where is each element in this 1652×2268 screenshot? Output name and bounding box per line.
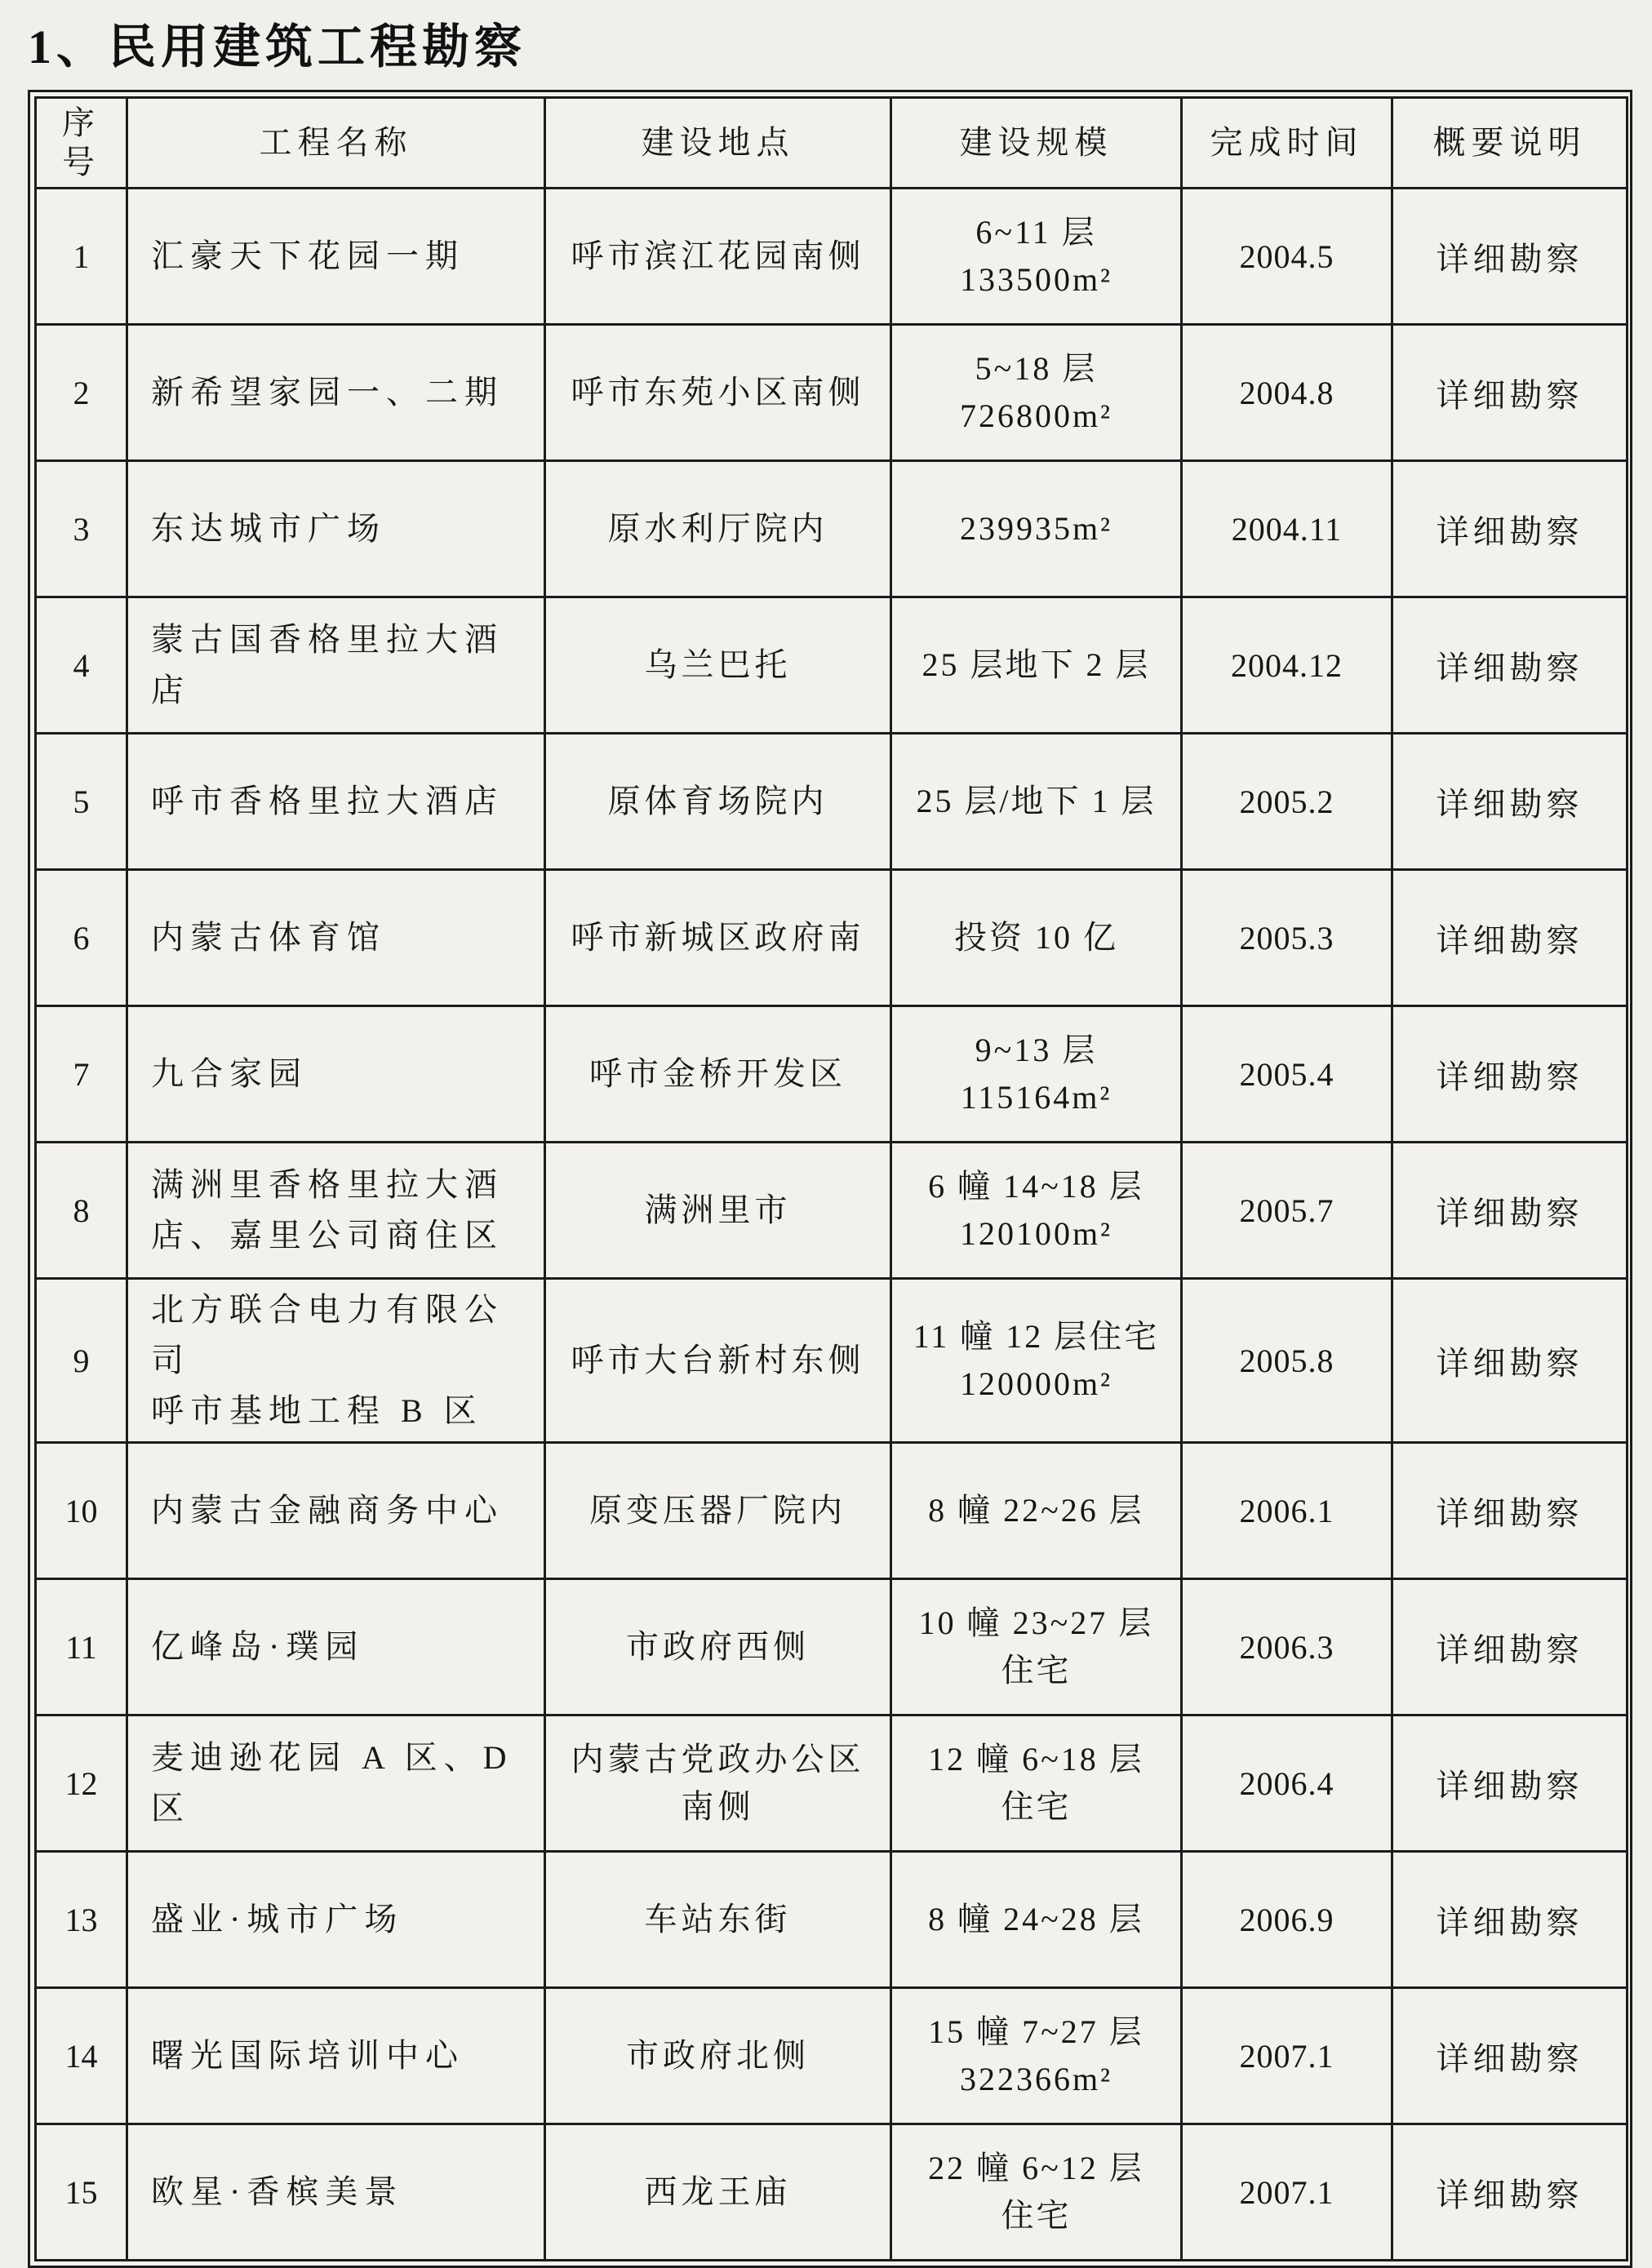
table-row xyxy=(36,597,1628,734)
cell-no-text: 15 xyxy=(64,2173,98,2211)
table-row xyxy=(36,870,1628,1006)
cell-summary-text: 详细勘察 xyxy=(1436,649,1583,686)
cell-summary-text: 详细勘察 xyxy=(1436,1494,1583,1532)
col-header-no xyxy=(36,98,127,189)
cell-location-text: 呼市新城区政府南 xyxy=(571,919,865,956)
cell-summary xyxy=(1392,1143,1628,1279)
cell-name-text: 曙光国际培训中心 xyxy=(151,2037,464,2074)
cell-scale xyxy=(891,1852,1182,1988)
cell-summary-text: 详细勘察 xyxy=(1436,2039,1583,2077)
cell-name-text: 满洲里香格里拉大酒 xyxy=(151,1166,504,1203)
col-header-no-text: 序 xyxy=(62,104,100,141)
cell-location xyxy=(545,1579,891,1715)
cell-summary xyxy=(1392,870,1628,1006)
projects-table xyxy=(34,96,1628,2261)
cell-scale-text: 115164m² xyxy=(960,1079,1112,1116)
table-row xyxy=(36,1715,1628,1852)
col-header-time xyxy=(1182,98,1392,189)
cell-scale xyxy=(891,1443,1182,1579)
cell-location xyxy=(545,1279,891,1443)
cell-location-text: 市政府西侧 xyxy=(626,1628,810,1665)
cell-summary xyxy=(1392,461,1628,597)
cell-name-text: 蒙古国香格里拉大酒店 xyxy=(151,621,504,708)
cell-scale-text: 120000m² xyxy=(959,1365,1113,1402)
cell-scale xyxy=(891,189,1182,325)
table-header-row xyxy=(36,98,1628,189)
cell-time xyxy=(1182,1006,1392,1143)
cell-scale xyxy=(891,461,1182,597)
cell-location xyxy=(545,734,891,870)
cell-summary xyxy=(1392,1279,1628,1443)
cell-name-text: 店、嘉里公司商住区 xyxy=(151,1217,504,1254)
cell-summary xyxy=(1392,325,1628,461)
cell-location xyxy=(545,1443,891,1579)
cell-scale xyxy=(891,597,1182,734)
cell-scale-text: 8 幢 24~28 层 xyxy=(928,1901,1144,1937)
cell-summary xyxy=(1392,1852,1628,1988)
cell-location xyxy=(545,1006,891,1143)
col-header-location xyxy=(545,98,891,189)
cell-name xyxy=(127,1443,545,1579)
cell-summary xyxy=(1392,189,1628,325)
cell-scale xyxy=(891,1579,1182,1715)
cell-no xyxy=(36,1143,127,1279)
cell-scale-text: 133500m² xyxy=(959,261,1113,298)
col-header-name-text: 工程名称 xyxy=(259,124,413,161)
table-row xyxy=(36,189,1628,325)
cell-time-text: 2005.8 xyxy=(1239,1342,1334,1379)
cell-time-text: 2007.1 xyxy=(1239,2037,1334,2075)
cell-time xyxy=(1182,1852,1392,1988)
cell-no xyxy=(36,189,127,325)
cell-no-text: 11 xyxy=(65,1628,97,1666)
cell-name-text: 内蒙古体育馆 xyxy=(151,919,386,956)
cell-summary-text: 详细勘察 xyxy=(1436,921,1583,959)
table-row xyxy=(36,1443,1628,1579)
cell-name xyxy=(127,1579,545,1715)
cell-summary xyxy=(1392,1988,1628,2124)
cell-no xyxy=(36,1443,127,1579)
cell-location-text: 呼市东苑小区南侧 xyxy=(571,374,865,411)
cell-no-text: 1 xyxy=(73,237,90,275)
col-header-scale xyxy=(891,98,1182,189)
cell-time xyxy=(1182,870,1392,1006)
cell-no-text: 9 xyxy=(73,1342,90,1379)
cell-time xyxy=(1182,1715,1392,1852)
cell-scale-text: 12 幢 6~18 层 xyxy=(928,1741,1144,1778)
cell-time xyxy=(1182,189,1392,325)
cell-no-text: 6 xyxy=(73,919,90,956)
cell-scale-text: 120100m² xyxy=(959,1215,1113,1252)
cell-name-text: 新希望家园一、二期 xyxy=(151,374,504,411)
cell-no-text: 7 xyxy=(73,1055,90,1093)
col-header-summary-text: 概要说明 xyxy=(1432,124,1587,161)
cell-name-text: 亿峰岛·璞园 xyxy=(151,1628,365,1665)
cell-summary-text: 详细勘察 xyxy=(1436,376,1583,414)
cell-scale-text: 11 幢 12 层住宅 xyxy=(913,1318,1160,1355)
cell-summary-text: 详细勘察 xyxy=(1436,1194,1583,1232)
cell-name xyxy=(127,1006,545,1143)
cell-summary-text: 详细勘察 xyxy=(1436,785,1583,823)
cell-no-text: 13 xyxy=(64,1901,98,1938)
cell-scale xyxy=(891,1988,1182,2124)
cell-location-text: 呼市大台新村东侧 xyxy=(571,1342,865,1378)
col-header-no-text: 号 xyxy=(62,144,100,180)
cell-name xyxy=(127,1715,545,1852)
cell-name-text: 麦迪逊花园 A 区、D 区 xyxy=(151,1739,513,1826)
table-row xyxy=(36,734,1628,870)
cell-time-text: 2005.4 xyxy=(1239,1055,1334,1093)
cell-location xyxy=(545,597,891,734)
cell-no xyxy=(36,1715,127,1852)
cell-time-text: 2007.1 xyxy=(1239,2173,1334,2211)
cell-name-text: 九合家园 xyxy=(151,1055,308,1092)
cell-location xyxy=(545,461,891,597)
cell-location xyxy=(545,2124,891,2261)
cell-location xyxy=(545,1143,891,1279)
cell-time-text: 2006.4 xyxy=(1239,1764,1334,1802)
cell-scale-text: 6 幢 14~18 层 xyxy=(928,1168,1144,1205)
cell-no-text: 14 xyxy=(64,2037,98,2075)
cell-scale-text: 10 幢 23~27 层 xyxy=(918,1604,1154,1641)
cell-name-text: 北方联合电力有限公司 xyxy=(151,1291,504,1378)
cell-name xyxy=(127,1279,545,1443)
cell-name xyxy=(127,461,545,597)
col-header-name xyxy=(127,98,545,189)
cell-no-text: 5 xyxy=(73,783,90,820)
cell-time xyxy=(1182,1443,1392,1579)
cell-no xyxy=(36,461,127,597)
cell-no-text: 3 xyxy=(73,510,90,548)
cell-name xyxy=(127,1143,545,1279)
cell-scale-text: 投资 10 亿 xyxy=(954,919,1118,956)
cell-name-text: 内蒙古金融商务中心 xyxy=(151,1492,504,1529)
cell-time-text: 2004.11 xyxy=(1231,510,1343,548)
cell-location-text: 乌兰巴托 xyxy=(644,646,792,683)
col-header-summary xyxy=(1392,98,1628,189)
cell-name xyxy=(127,1852,545,1988)
table-row xyxy=(36,1006,1628,1143)
cell-summary xyxy=(1392,1443,1628,1579)
cell-no xyxy=(36,1006,127,1143)
cell-scale xyxy=(891,1715,1182,1852)
cell-name-text: 呼市基地工程 B 区 xyxy=(151,1392,483,1429)
cell-name xyxy=(127,870,545,1006)
table-row xyxy=(36,461,1628,597)
cell-location-text: 市政府北侧 xyxy=(626,2037,810,2074)
cell-summary-text: 详细勘察 xyxy=(1436,240,1583,277)
cell-scale xyxy=(891,1006,1182,1143)
col-header-time-text: 完成时间 xyxy=(1210,124,1364,161)
cell-time-text: 2005.3 xyxy=(1239,919,1334,956)
cell-time xyxy=(1182,597,1392,734)
cell-location-text: 呼市滨江花园南侧 xyxy=(571,237,865,274)
cell-scale xyxy=(891,734,1182,870)
cell-time-text: 2004.5 xyxy=(1239,237,1334,275)
cell-time-text: 2006.9 xyxy=(1239,1901,1334,1938)
cell-summary xyxy=(1392,1006,1628,1143)
cell-time xyxy=(1182,2124,1392,2261)
cell-no xyxy=(36,1852,127,1988)
cell-scale-text: 726800m² xyxy=(959,397,1113,434)
cell-no xyxy=(36,1279,127,1443)
cell-summary-text: 详细勘察 xyxy=(1436,2176,1583,2213)
cell-scale xyxy=(891,1143,1182,1279)
cell-location-text: 呼市金桥开发区 xyxy=(589,1055,846,1092)
cell-scale-text: 6~11 层 xyxy=(975,214,1097,251)
cell-time xyxy=(1182,1579,1392,1715)
cell-time-text: 2006.1 xyxy=(1239,1492,1334,1529)
cell-summary-text: 详细勘察 xyxy=(1436,513,1583,550)
page-title: 1、民用建筑工程勘察 xyxy=(28,20,527,73)
cell-time-text: 2004.12 xyxy=(1231,646,1343,684)
cell-scale-text: 25 层地下 2 层 xyxy=(921,646,1151,683)
cell-location xyxy=(545,1852,891,1988)
cell-scale xyxy=(891,325,1182,461)
cell-summary-text: 详细勘察 xyxy=(1436,1903,1583,1941)
cell-location xyxy=(545,325,891,461)
cell-time-text: 2004.8 xyxy=(1239,374,1334,411)
table-row xyxy=(36,325,1628,461)
cell-time-text: 2005.7 xyxy=(1239,1192,1334,1229)
cell-location-text: 满洲里市 xyxy=(644,1192,792,1228)
cell-no xyxy=(36,597,127,734)
cell-scale-text: 25 层/地下 1 层 xyxy=(916,783,1157,819)
table-row xyxy=(36,2124,1628,2261)
cell-scale xyxy=(891,870,1182,1006)
cell-summary xyxy=(1392,1715,1628,1852)
cell-summary xyxy=(1392,1579,1628,1715)
cell-summary-text: 详细勘察 xyxy=(1436,1767,1583,1804)
cell-no xyxy=(36,1988,127,2124)
cell-summary xyxy=(1392,734,1628,870)
cell-no xyxy=(36,734,127,870)
cell-location xyxy=(545,1715,891,1852)
cell-no-text: 2 xyxy=(73,374,90,411)
cell-scale-text: 15 幢 7~27 层 xyxy=(928,2013,1144,2050)
cell-scale-text: 住宅 xyxy=(1001,2197,1072,2234)
cell-time-text: 2006.3 xyxy=(1239,1628,1334,1666)
cell-time xyxy=(1182,1279,1392,1443)
cell-summary-text: 详细勘察 xyxy=(1436,1058,1583,1095)
cell-scale-text: 8 幢 22~26 层 xyxy=(928,1492,1144,1529)
cell-name xyxy=(127,734,545,870)
cell-name xyxy=(127,1988,545,2124)
cell-location-text: 原变压器厂院内 xyxy=(589,1492,846,1529)
cell-scale-text: 住宅 xyxy=(1001,1788,1072,1825)
cell-name xyxy=(127,189,545,325)
cell-summary xyxy=(1392,2124,1628,2261)
cell-time xyxy=(1182,325,1392,461)
cell-no xyxy=(36,1579,127,1715)
cell-summary-text: 详细勘察 xyxy=(1436,1631,1583,1668)
cell-no-text: 4 xyxy=(73,646,90,684)
cell-summary xyxy=(1392,597,1628,734)
cell-scale-text: 9~13 层 xyxy=(975,1032,1098,1068)
cell-time xyxy=(1182,1143,1392,1279)
cell-scale-text: 5~18 层 xyxy=(975,350,1098,387)
cell-time xyxy=(1182,734,1392,870)
cell-scale-text: 22 幢 6~12 层 xyxy=(928,2150,1144,2186)
col-header-location-text: 建设地点 xyxy=(641,124,795,161)
cell-name-text: 东达城市广场 xyxy=(151,510,386,547)
cell-time-text: 2005.2 xyxy=(1239,783,1334,820)
table-row xyxy=(36,1143,1628,1279)
cell-scale xyxy=(891,2124,1182,2261)
table-row xyxy=(36,1579,1628,1715)
cell-no-text: 8 xyxy=(73,1192,90,1229)
cell-location xyxy=(545,870,891,1006)
cell-name-text: 汇豪天下花园一期 xyxy=(151,237,464,274)
cell-name-text: 盛业·城市广场 xyxy=(151,1901,404,1937)
cell-no xyxy=(36,870,127,1006)
cell-name xyxy=(127,597,545,734)
cell-no-text: 12 xyxy=(64,1764,98,1802)
cell-scale xyxy=(891,1279,1182,1443)
cell-name xyxy=(127,2124,545,2261)
cell-time xyxy=(1182,461,1392,597)
projects-table-frame xyxy=(28,90,1632,2268)
cell-scale-text: 322366m² xyxy=(959,2061,1113,2097)
cell-location-text: 西龙王庙 xyxy=(644,2173,792,2210)
cell-name-text: 欧星·香槟美景 xyxy=(151,2173,404,2210)
cell-time xyxy=(1182,1988,1392,2124)
cell-no xyxy=(36,325,127,461)
col-header-scale-text: 建设规模 xyxy=(959,124,1113,161)
cell-location xyxy=(545,189,891,325)
cell-location-text: 车站东街 xyxy=(644,1901,792,1937)
cell-name-text: 呼市香格里拉大酒店 xyxy=(151,783,504,819)
cell-no xyxy=(36,2124,127,2261)
cell-location-text: 内蒙古党政办公区 xyxy=(571,1741,865,1778)
cell-no-text: 10 xyxy=(64,1492,98,1529)
cell-location-text: 原水利厅院内 xyxy=(607,510,828,547)
cell-location-text: 原体育场院内 xyxy=(607,783,828,819)
cell-scale-text: 239935m² xyxy=(959,510,1113,547)
cell-name xyxy=(127,325,545,461)
table-row xyxy=(36,1988,1628,2124)
cell-location-text: 南侧 xyxy=(681,1788,755,1825)
cell-summary-text: 详细勘察 xyxy=(1436,1344,1583,1382)
table-row xyxy=(36,1279,1628,1443)
cell-scale-text: 住宅 xyxy=(1001,1652,1072,1689)
cell-location xyxy=(545,1988,891,2124)
table-row xyxy=(36,1852,1628,1988)
